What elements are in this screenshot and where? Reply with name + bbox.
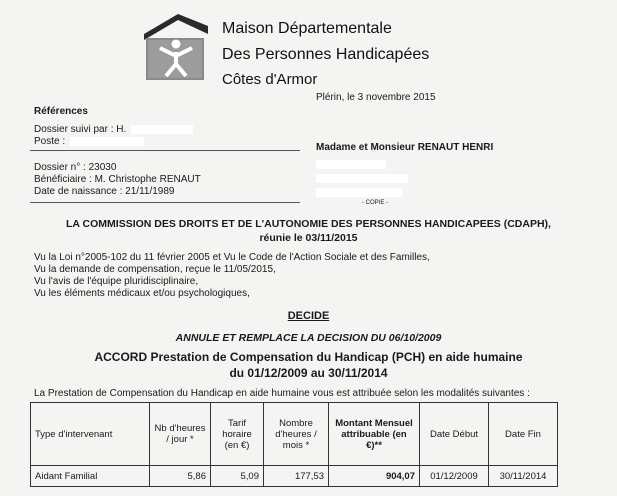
commission-date: réunie le 03/11/2015	[259, 232, 358, 244]
birth-date: Date de naissance : 21/11/1989	[34, 186, 175, 197]
dossier-number: Dossier n° : 23030	[34, 162, 117, 173]
accord-line2: du 01/12/2009 au 30/11/2014	[229, 366, 388, 380]
col-header-hours-month: Nombre d'heures / mois *	[264, 403, 329, 466]
accord-line1: ACCORD Prestation de Compensation du Handicap (PCH) en aide humaine	[94, 350, 523, 364]
intro-text: La Prestation de Compensation du Handicap en aide humaine vous est attribuée selon les modalités suivantes :	[34, 388, 530, 399]
cell-hours-day: 5,86	[150, 466, 211, 487]
redaction-box	[316, 188, 402, 197]
cell-amount: 904,07	[329, 466, 420, 487]
org-name-line3: Côtes d'Armor	[222, 71, 318, 88]
divider	[30, 202, 300, 203]
copie-label: - COPIE -	[362, 200, 389, 206]
commission-title: LA COMMISSION DES DROITS ET DE L'AUTONOMIE DES PERSONNES HANDICAPEES (CDAPH),	[66, 218, 551, 230]
cell-end: 30/11/2014	[489, 466, 558, 487]
col-header-rate: Tarif horaire (en €)	[211, 403, 264, 466]
beneficiary: Bénéficiaire : M. Christophe RENAUT	[34, 174, 201, 185]
vu-line: Vu la Loi n°2005-102 du 11 février 2005 et Vu le Code de l'Action Sociale et des Familles,	[34, 252, 430, 263]
recipient-name: Madame et Monsieur RENAUT HENRI	[316, 142, 494, 153]
followed-by	[34, 124, 193, 135]
cell-rate: 5,09	[211, 466, 264, 487]
col-header-hours-day: Nb d'heures / jour *	[150, 403, 211, 466]
annule-line: ANNULE ET REMPLACE LA DECISION DU 06/10/2009	[175, 332, 442, 344]
mdph-logo	[138, 12, 210, 82]
vu-line: Vu l'avis de l'équipe pluridisciplinaire,	[34, 276, 199, 287]
references-title: Références	[34, 106, 88, 117]
org-name-line1: Maison Départementale	[222, 20, 392, 37]
redaction-box	[316, 174, 408, 183]
followed-by-label: Dossier suivi par : H.	[34, 124, 127, 135]
cell-hours-month: 177,53	[264, 466, 329, 487]
col-header-start: Date Début	[420, 403, 489, 466]
col-header-amount: Montant Mensuel attribuable (en €)**	[329, 403, 420, 466]
org-name-line2: Des Personnes Handicapées	[222, 46, 430, 63]
col-header-type: Type d'intervenant	[31, 403, 150, 466]
table-header-row	[31, 403, 558, 466]
place-date: Plérin, le 3 novembre 2015	[316, 92, 436, 103]
redaction-box	[131, 125, 193, 134]
vu-line: Vu les éléments médicaux et/ou psychologiques,	[34, 288, 250, 299]
poste-label: Poste :	[34, 136, 66, 147]
redaction-box	[316, 160, 386, 169]
vu-line: Vu la demande de compensation, reçue le 11/05/2015,	[34, 264, 276, 275]
redaction-box	[70, 137, 144, 146]
pch-table	[30, 402, 558, 487]
divider	[30, 150, 300, 151]
cell-type: Aidant Familial	[31, 466, 150, 487]
poste	[34, 136, 144, 147]
recipient-address-redacted	[316, 184, 402, 202]
col-header-end: Date Fin	[489, 403, 558, 466]
decide-heading: DECIDE	[287, 310, 330, 322]
table-row	[31, 466, 558, 487]
cell-start: 01/12/2009	[420, 466, 489, 487]
